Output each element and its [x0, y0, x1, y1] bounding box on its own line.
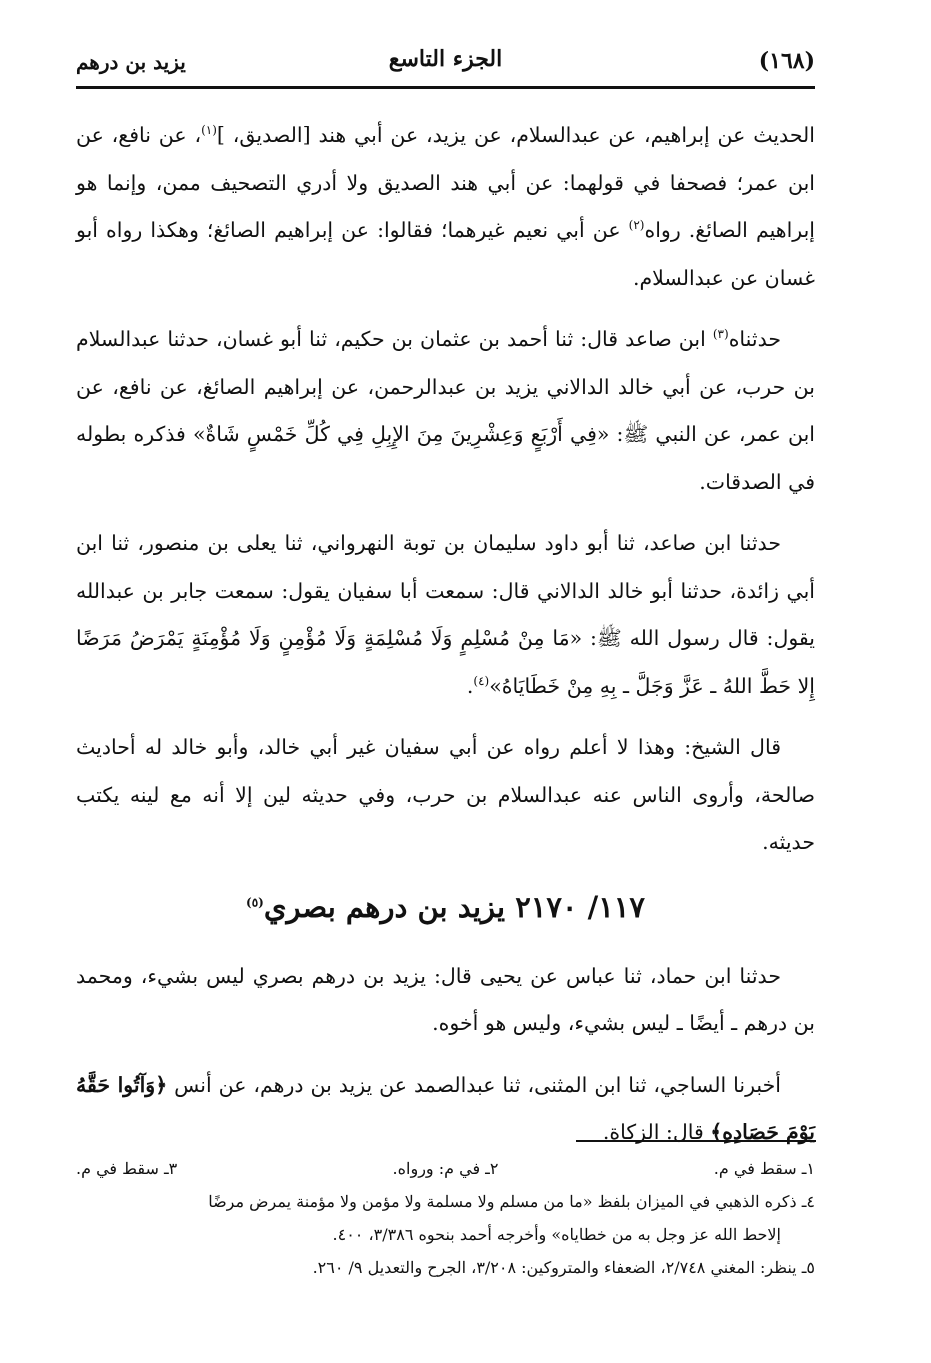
footnotes	[76, 1152, 815, 1284]
paragraph-2: حدثناه$^{(٣)}$ ابن صاعد قال: ثنا أحمد بن عثمان بن حكيم، ثنا أبو غسان، حدثنا عبدالسلام بن حرب، عن أبي خالد الدالاني يزيد بن عبدالرحمن، عن إبراهيم الصائغ، عن نافع، عن ابن عمر، عن النبي ﷺ: «فِي أَرْبَعٍ وَعِشْرِينَ مِنَ الإِبِلِ فِي كُلِّ خَمْسٍ شَاةٌ» فذكره بطوله في الصدقات.	[76, 327, 815, 494]
footnote-5: ٥ـ ينظر: المغني ٢/٧٤٨، الضعفاء والمتروكين: ٣/٢٠٨، الجرح والتعديل ٩/ ٢٦٠.	[312, 1258, 815, 1277]
footnote-4: ٤ـ ذكره الذهبي في الميزان بلفظ «ما من مسلم ولا مسلمة ولا مؤمن ولا مؤمنة يمرض مرضًا	[208, 1192, 815, 1211]
main-text	[76, 112, 815, 1171]
paragraph-1: الحديث عن إبراهيم، عن عبدالسلام، عن يزيد، عن أبي هند [الصديق، ]$^{(١)}$، عن نافع، عن ابن عمر؛ فصحفا في قولهما: عن أبي هند الصديق ولا أدري التصحيف ممن، وإنما هو إبراهيم الصائغ. رواه$^{(٢)}$ عن أبي نعيم غيرهما؛ فقالوا: عن إبراهيم الصائغ؛ وهكذا رواه أبو غسان عن عبدالسلام.	[76, 123, 815, 290]
footnote-4-continued: إلاحط الله عز وجل به من خطاياه» وأخرجه أحمد بنحوه ٣/٣٨٦، ٤٠٠.	[332, 1225, 781, 1244]
footnote-ref-1: (١)	[201, 123, 217, 138]
footnote-1: ١ـ سقط في م.	[713, 1159, 815, 1178]
page-number: (١٦٨)	[758, 48, 815, 74]
footnote-3: ٣ـ سقط في م.	[76, 1159, 178, 1178]
footnote-rule	[576, 1140, 816, 1142]
footnote-2: ٢ـ في م: ورواه.	[392, 1159, 499, 1178]
entry-name-header: يزيد بن درهم	[76, 50, 186, 74]
footnote-ref-4: (٤)	[473, 673, 490, 688]
quran-verse: ﴿وَآتُوا حَقَّهُ يَوْمَ حَصَادِهِ﴾	[76, 1072, 815, 1144]
paragraph-3: حدثنا ابن صاعد، ثنا أبو داود سليمان بن توبة النهرواني، ثنا يعلى بن منصور، ثنا ابن أبي زائدة، حدثنا أبو خالد الدالاني قال: سمعت أبا سفيان يقول: سمعت جابر بن عبدالله يقول: قال رسول الله ﷺ: «مَا مِنْ مُسْلِمٍ وَلَا مُسْلِمَةٍ وَلَا مُؤْمِنٍ وَلَا مُؤْمِنَةٍ يَمْرَضُ مَرَضًا إِلا حَطَّ اللهُ ـ عَزَّ وَجَلَّ ـ بِهِ مِنْ خَطَايَاهُ»$^{(٤)}$.	[76, 531, 815, 698]
paragraph-4: قال الشيخ: وهذا لا أعلم رواه عن أبي سفيان غير أبي خالد، وأبو خالد له أحاديث صالحة، وأروى الناس عنه عبدالسلام بن حرب، وفي حديثه لين إلا أنه مع لينه يكتب حديثه.	[76, 735, 815, 854]
paragraph-5: حدثنا ابن حماد، ثنا عباس عن يحيى قال: يزيد بن درهم بصري ليس بشيء، ومحمد بن درهم ـ أيضًا ـ ليس بشيء، وليس هو أخوه.	[76, 963, 815, 1035]
part-title: الجزء التاسع	[388, 46, 503, 72]
footnote-ref-3: (٣)	[712, 327, 729, 342]
footnote-ref-5: (٥)	[246, 894, 264, 909]
paragraph-6: أخبرنا الساجي، ثنا ابن المثنى، ثنا عبدالصمد عن يزيد بن درهم، عن أنس ﴿وَآتُوا حَقَّهُ يَوْمَ حَصَادِهِ﴾ قال: الزكاة.	[76, 1072, 815, 1144]
entry-heading: ١١٧/ ٢١٧٠ يزيد بن درهم بصري$^{(٥)}$	[246, 889, 645, 924]
footnote-ref-2: (٢)	[628, 218, 645, 233]
running-header	[76, 40, 815, 86]
header-rule	[76, 86, 815, 89]
footnote-row-1	[76, 1152, 815, 1185]
